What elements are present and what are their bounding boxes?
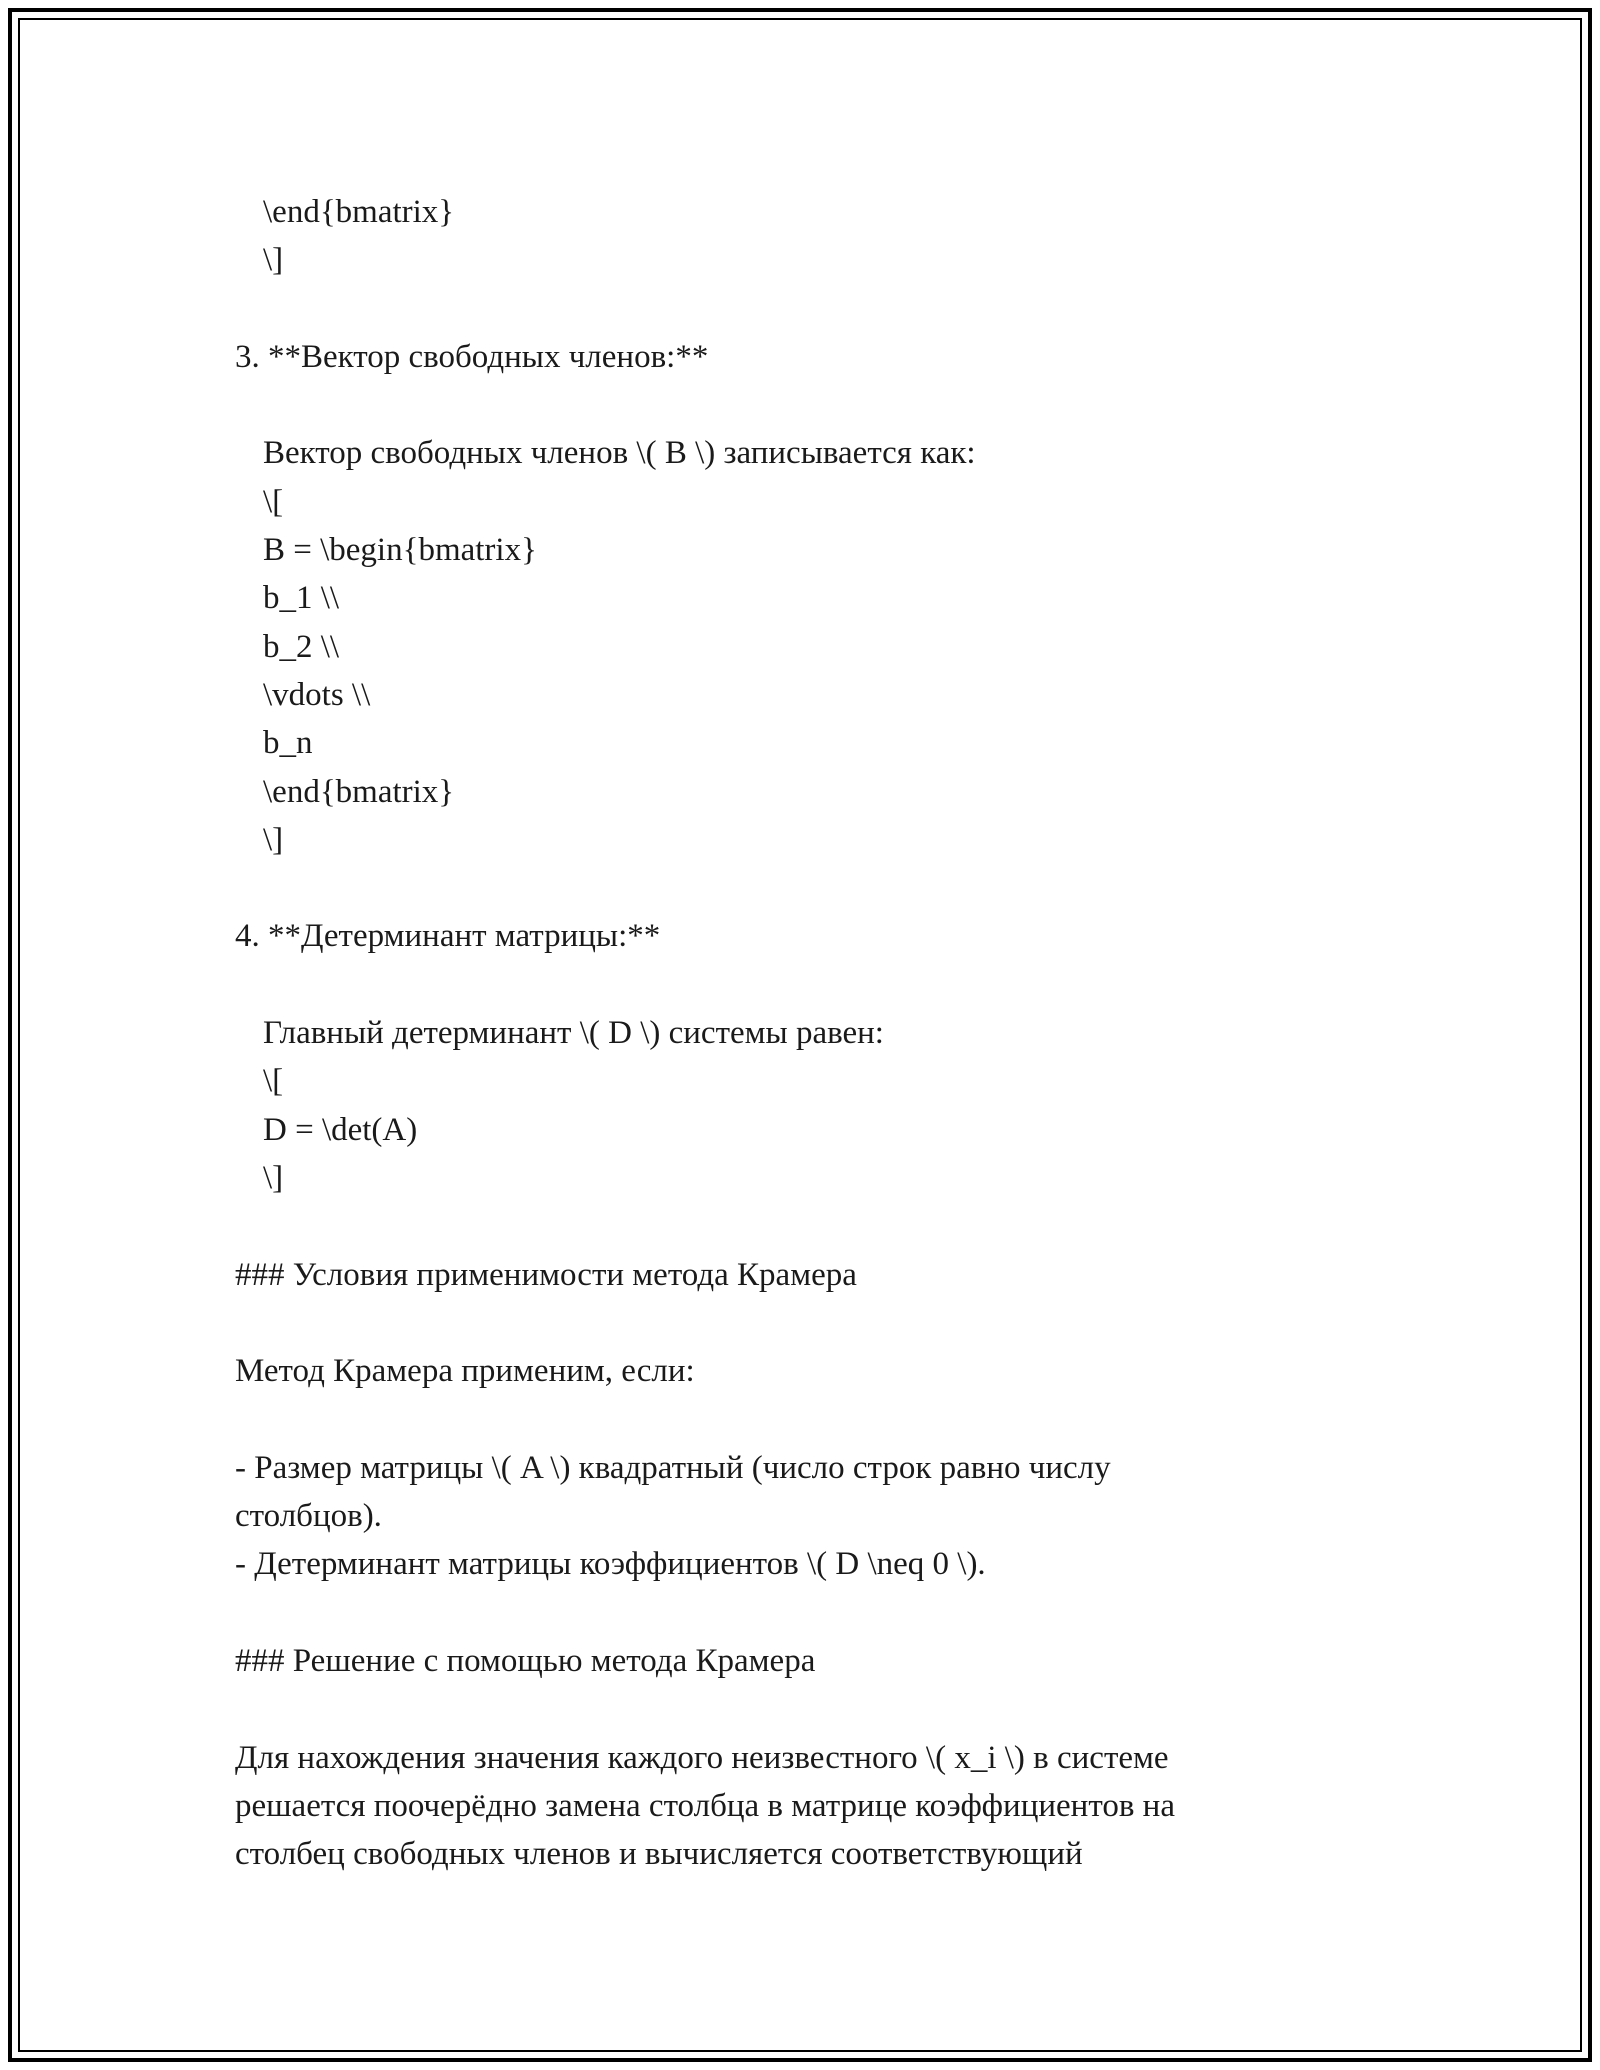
blank-line bbox=[235, 1685, 1375, 1733]
text-line: \vdots \\ bbox=[263, 676, 371, 713]
text-line: Вектор свободных членов \( B \) записывается как: bbox=[263, 435, 976, 472]
text-line: B = \begin{bmatrix} bbox=[263, 532, 537, 569]
text-line: - Размер матрицы \( A \) квадратный (число строк равно числу bbox=[235, 1449, 1111, 1486]
blank-line bbox=[235, 1299, 1375, 1347]
document-body bbox=[235, 188, 1375, 1878]
text-line: 4. **Детерминант матрицы:** bbox=[235, 918, 661, 955]
text-line: D = \det(A) bbox=[263, 1111, 418, 1148]
text-line: b_2 \\ bbox=[263, 628, 340, 665]
text-line: \[ bbox=[263, 483, 284, 520]
text-line: 3. **Вектор свободных членов:** bbox=[235, 338, 709, 375]
text-line: решается поочерёдно замена столбца в матрице коэффициентов на bbox=[235, 1787, 1175, 1824]
text-line: \] bbox=[263, 242, 284, 279]
text-line: Главный детерминант \( D \) системы равен: bbox=[263, 1015, 884, 1052]
text-line: - Детерминант матрицы коэффициентов \( D \neq 0 \). bbox=[235, 1546, 986, 1583]
text-line: \end{bmatrix} bbox=[263, 194, 455, 230]
text-line: \] bbox=[263, 821, 284, 858]
text-line: ### Условия применимости метода Крамера bbox=[235, 1256, 857, 1293]
text-line: b_n bbox=[263, 725, 313, 762]
blank-line bbox=[235, 961, 1375, 1009]
text-line: \[ bbox=[263, 1063, 284, 1100]
text-line: столбец свободных членов и вычисляется соответствующий bbox=[235, 1836, 1083, 1873]
blank-line bbox=[235, 381, 1375, 429]
text-line: \] bbox=[263, 1159, 284, 1196]
blank-line bbox=[235, 1202, 1375, 1250]
blank-line bbox=[235, 1395, 1375, 1443]
blank-line bbox=[235, 285, 1375, 333]
text-line: Метод Крамера применим, если: bbox=[235, 1353, 695, 1390]
blank-line bbox=[235, 1589, 1375, 1637]
text-line: ### Решение с помощью метода Крамера bbox=[235, 1642, 816, 1679]
text-line: столбцов). bbox=[235, 1498, 382, 1535]
blank-line bbox=[235, 864, 1375, 912]
text-line: \end{bmatrix} bbox=[263, 773, 455, 810]
text-line: Для нахождения значения каждого неизвестного \( x_i \) в системе bbox=[235, 1739, 1169, 1776]
text-line: b_1 \\ bbox=[263, 580, 340, 617]
